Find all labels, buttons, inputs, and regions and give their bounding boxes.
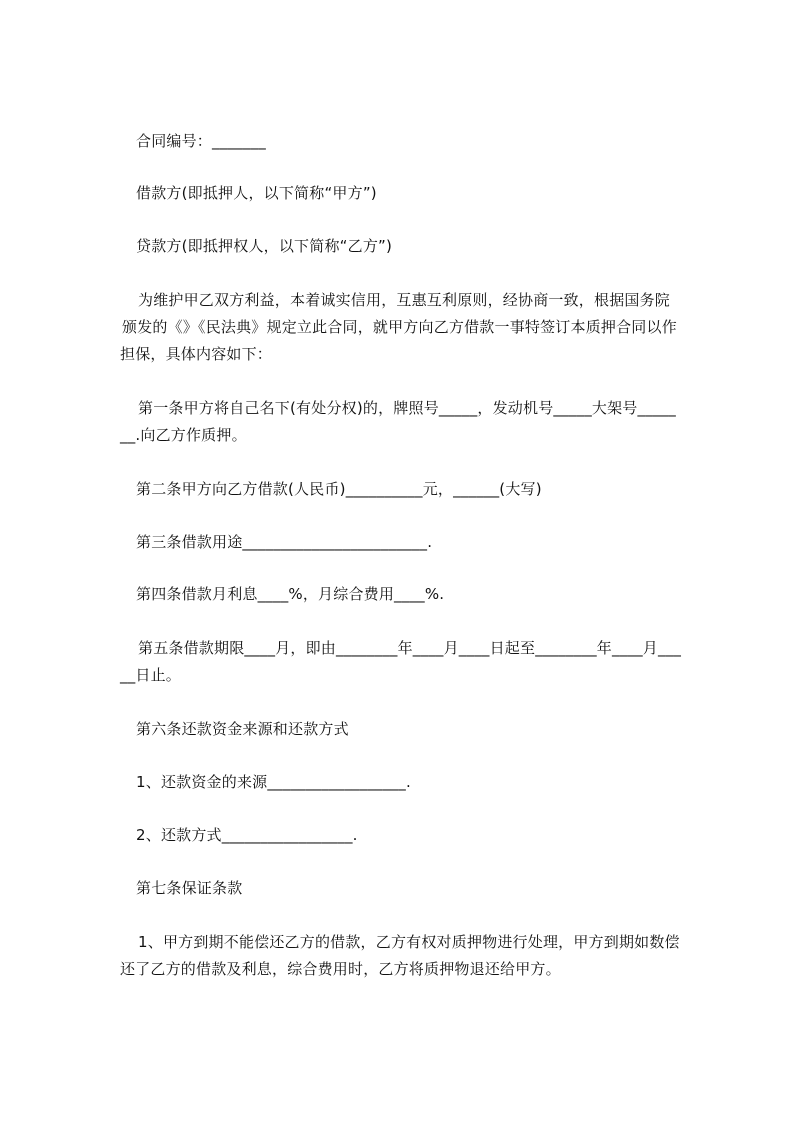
preamble-line-2: 颁发的《》《民法典》规定立此合同，就甲方向乙方借款一事特签订本质押合同以作 [122,318,677,336]
preamble-line-3: 担保，具体内容如下： [120,345,273,363]
article-5-line-1: 第五条借款期限____月，即由________年____月____日起至________年____月___ [138,639,682,657]
article-3: 第三条借款用途________________________. [136,533,433,551]
borrower-party: 借款方(即抵押人，以下简称“甲方”) [136,184,377,202]
article-5-line-2: __日止。 [120,666,182,684]
article-1-line-2: __.向乙方作质押。 [120,426,247,444]
article-1-line-1: 第一条甲方将自己名下(有处分权)的，牌照号_____，发动机号_____大架号_____ [138,399,677,417]
article-6-item-2: 2、还款方式_________________. [136,826,358,844]
lender-party: 贷款方(即抵押权人，以下简称“乙方”) [136,237,393,255]
article-2: 第二条甲方向乙方借款(人民币)__________元，______(大写) [136,480,542,498]
article-7-item-1-line-1: 1、甲方到期不能偿还乙方的借款，乙方有权对质押物进行处理，甲方到期如数偿 [138,933,680,951]
article-6-item-1: 1、还款资金的来源__________________. [136,773,411,791]
article-7-item-1-line-2: 还了乙方的借款及利息，综合费用时，乙方将质押物退还给甲方。 [120,960,561,978]
article-6-title: 第六条还款资金来源和还款方式 [136,720,349,738]
article-4: 第四条借款月利息____%，月综合费用____%. [136,585,445,603]
article-7-title: 第七条保证条款 [136,879,243,897]
contract-number: 合同编号：_______ [136,132,266,150]
preamble-line-1: 为维护甲乙双方利益，本着诚实信用，互惠互利原则，经协商一致，根据国务院 [138,291,671,309]
